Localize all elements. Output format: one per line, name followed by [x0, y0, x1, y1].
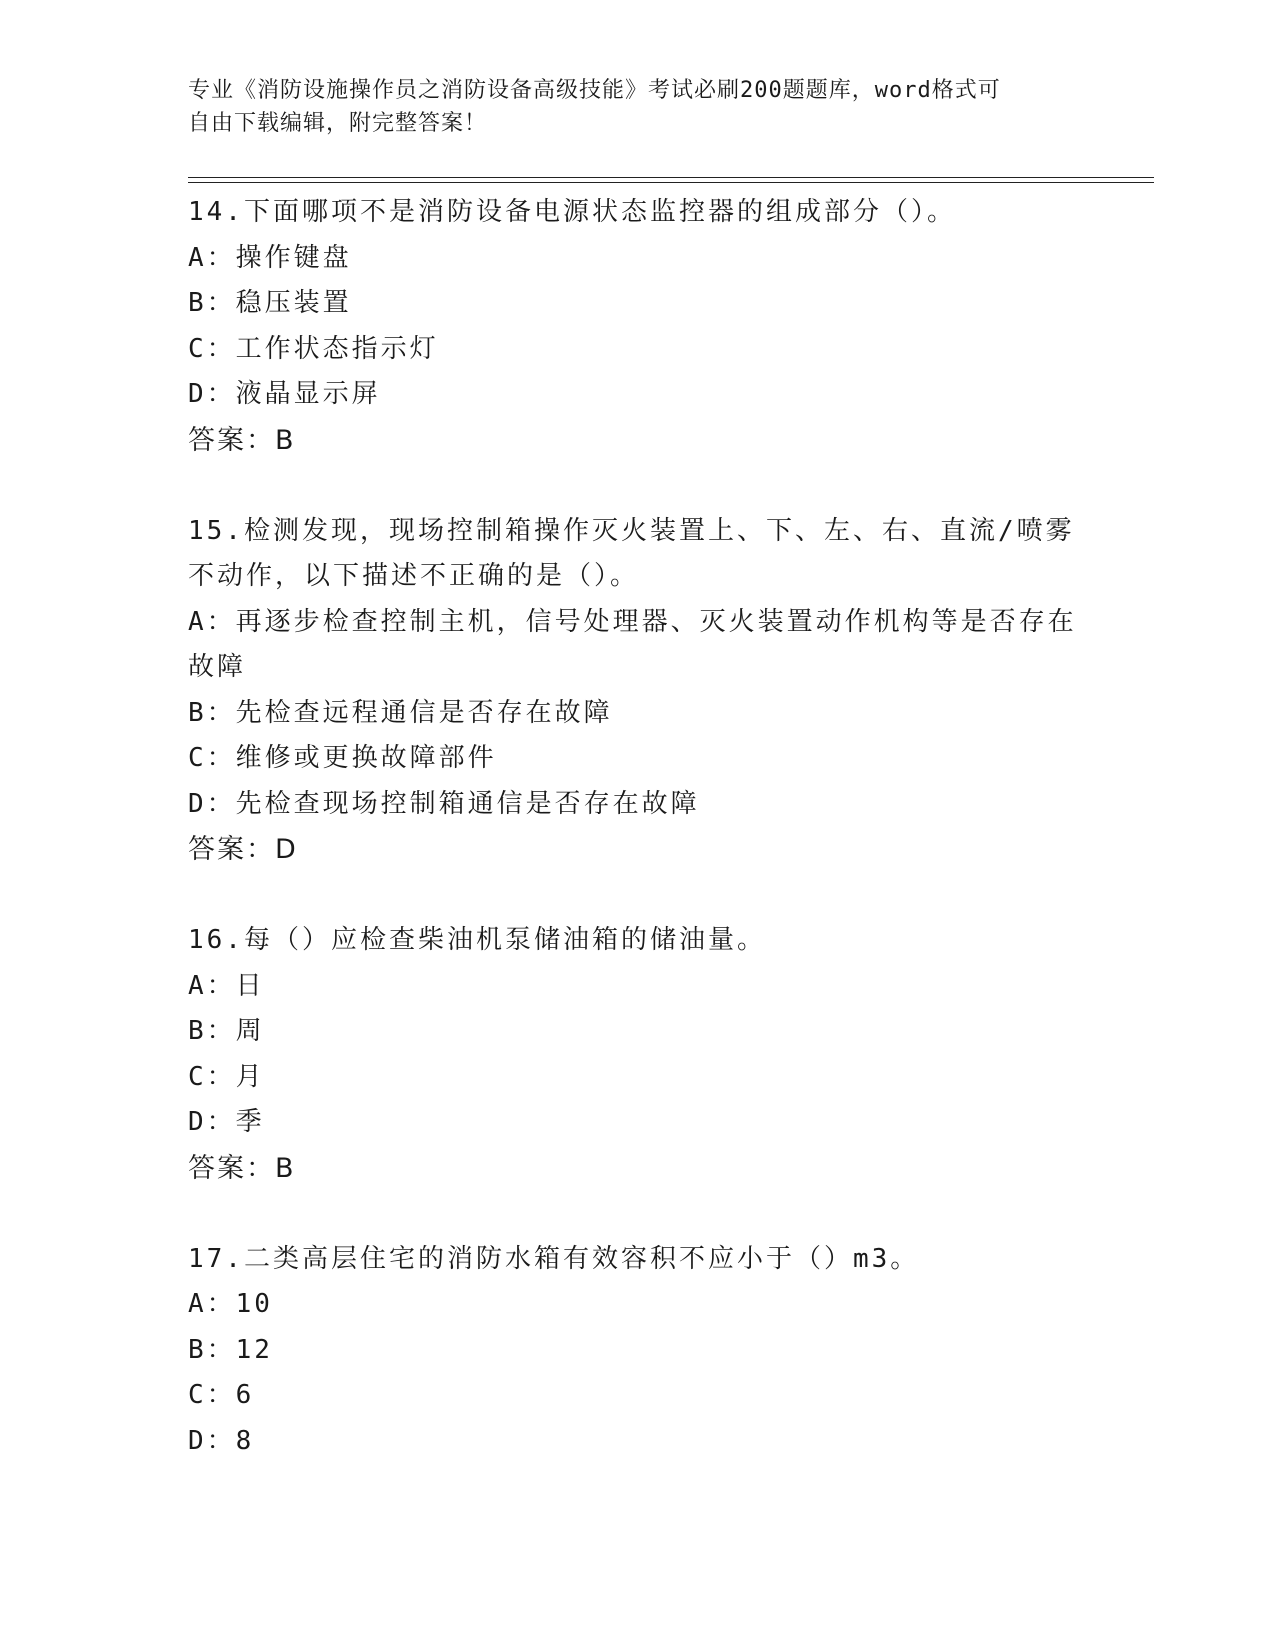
- option-d: D：液晶显示屏: [188, 379, 381, 409]
- option-a: A：操作键盘: [188, 242, 352, 273]
- header-line-1: 专业《消防设施操作员之消防设备高级技能》考试必刷200题题库，word格式可: [188, 78, 1001, 103]
- option-c: C：工作状态指示灯: [188, 333, 439, 364]
- option-c: C：月: [188, 1061, 265, 1092]
- answer-label: 答案：B: [188, 1152, 296, 1184]
- question-16: [188, 918, 1088, 1192]
- question-stem: 16.每（）应检查柴油机泵储油箱的储油量。: [188, 925, 766, 955]
- option-b: B：12: [188, 1334, 273, 1365]
- answer-label: 答案：D: [188, 834, 298, 865]
- question-stem-line-1: 15.检测发现，现场控制箱操作灭火装置上、下、左、右、直流/喷雾: [188, 515, 1075, 546]
- option-a-line-1: A：再逐步检查控制主机，信号处理器、灭火装置动作机构等是否存在: [188, 606, 1077, 637]
- option-c: C：维修或更换故障部件: [188, 743, 497, 773]
- option-b: B：稳压装置: [188, 288, 352, 318]
- question-stem-line-2: 不动作，以下描述不正确的是（）。: [188, 561, 640, 591]
- question-17: [188, 1237, 1088, 1465]
- document-header: [188, 74, 1068, 140]
- question-stem: 17.二类高层住宅的消防水箱有效容积不应小于（）m3。: [188, 1243, 920, 1274]
- question-14: [188, 190, 1088, 464]
- option-b: B：先检查远程通信是否存在故障: [188, 697, 613, 728]
- header-divider-bottom: [188, 182, 1154, 183]
- question-list: [188, 190, 1088, 1509]
- option-d: D：8: [188, 1425, 255, 1456]
- option-b: B：周: [188, 1016, 265, 1046]
- option-a: A：日: [188, 970, 265, 1001]
- answer-label: 答案：B: [188, 424, 296, 456]
- header-divider-top: [188, 177, 1154, 178]
- option-a-line-2: 故障: [188, 652, 247, 682]
- option-d: D：先检查现场控制箱通信是否存在故障: [188, 788, 700, 819]
- question-stem: 14.下面哪项不是消防设备电源状态监控器的组成部分（）。: [188, 197, 956, 227]
- header-line-2: 自由下载编辑，附完整答案！: [188, 111, 488, 136]
- question-15: [188, 509, 1088, 874]
- option-d: D：季: [188, 1107, 265, 1137]
- option-a: A：10: [188, 1289, 273, 1319]
- option-c: C：6: [188, 1380, 255, 1410]
